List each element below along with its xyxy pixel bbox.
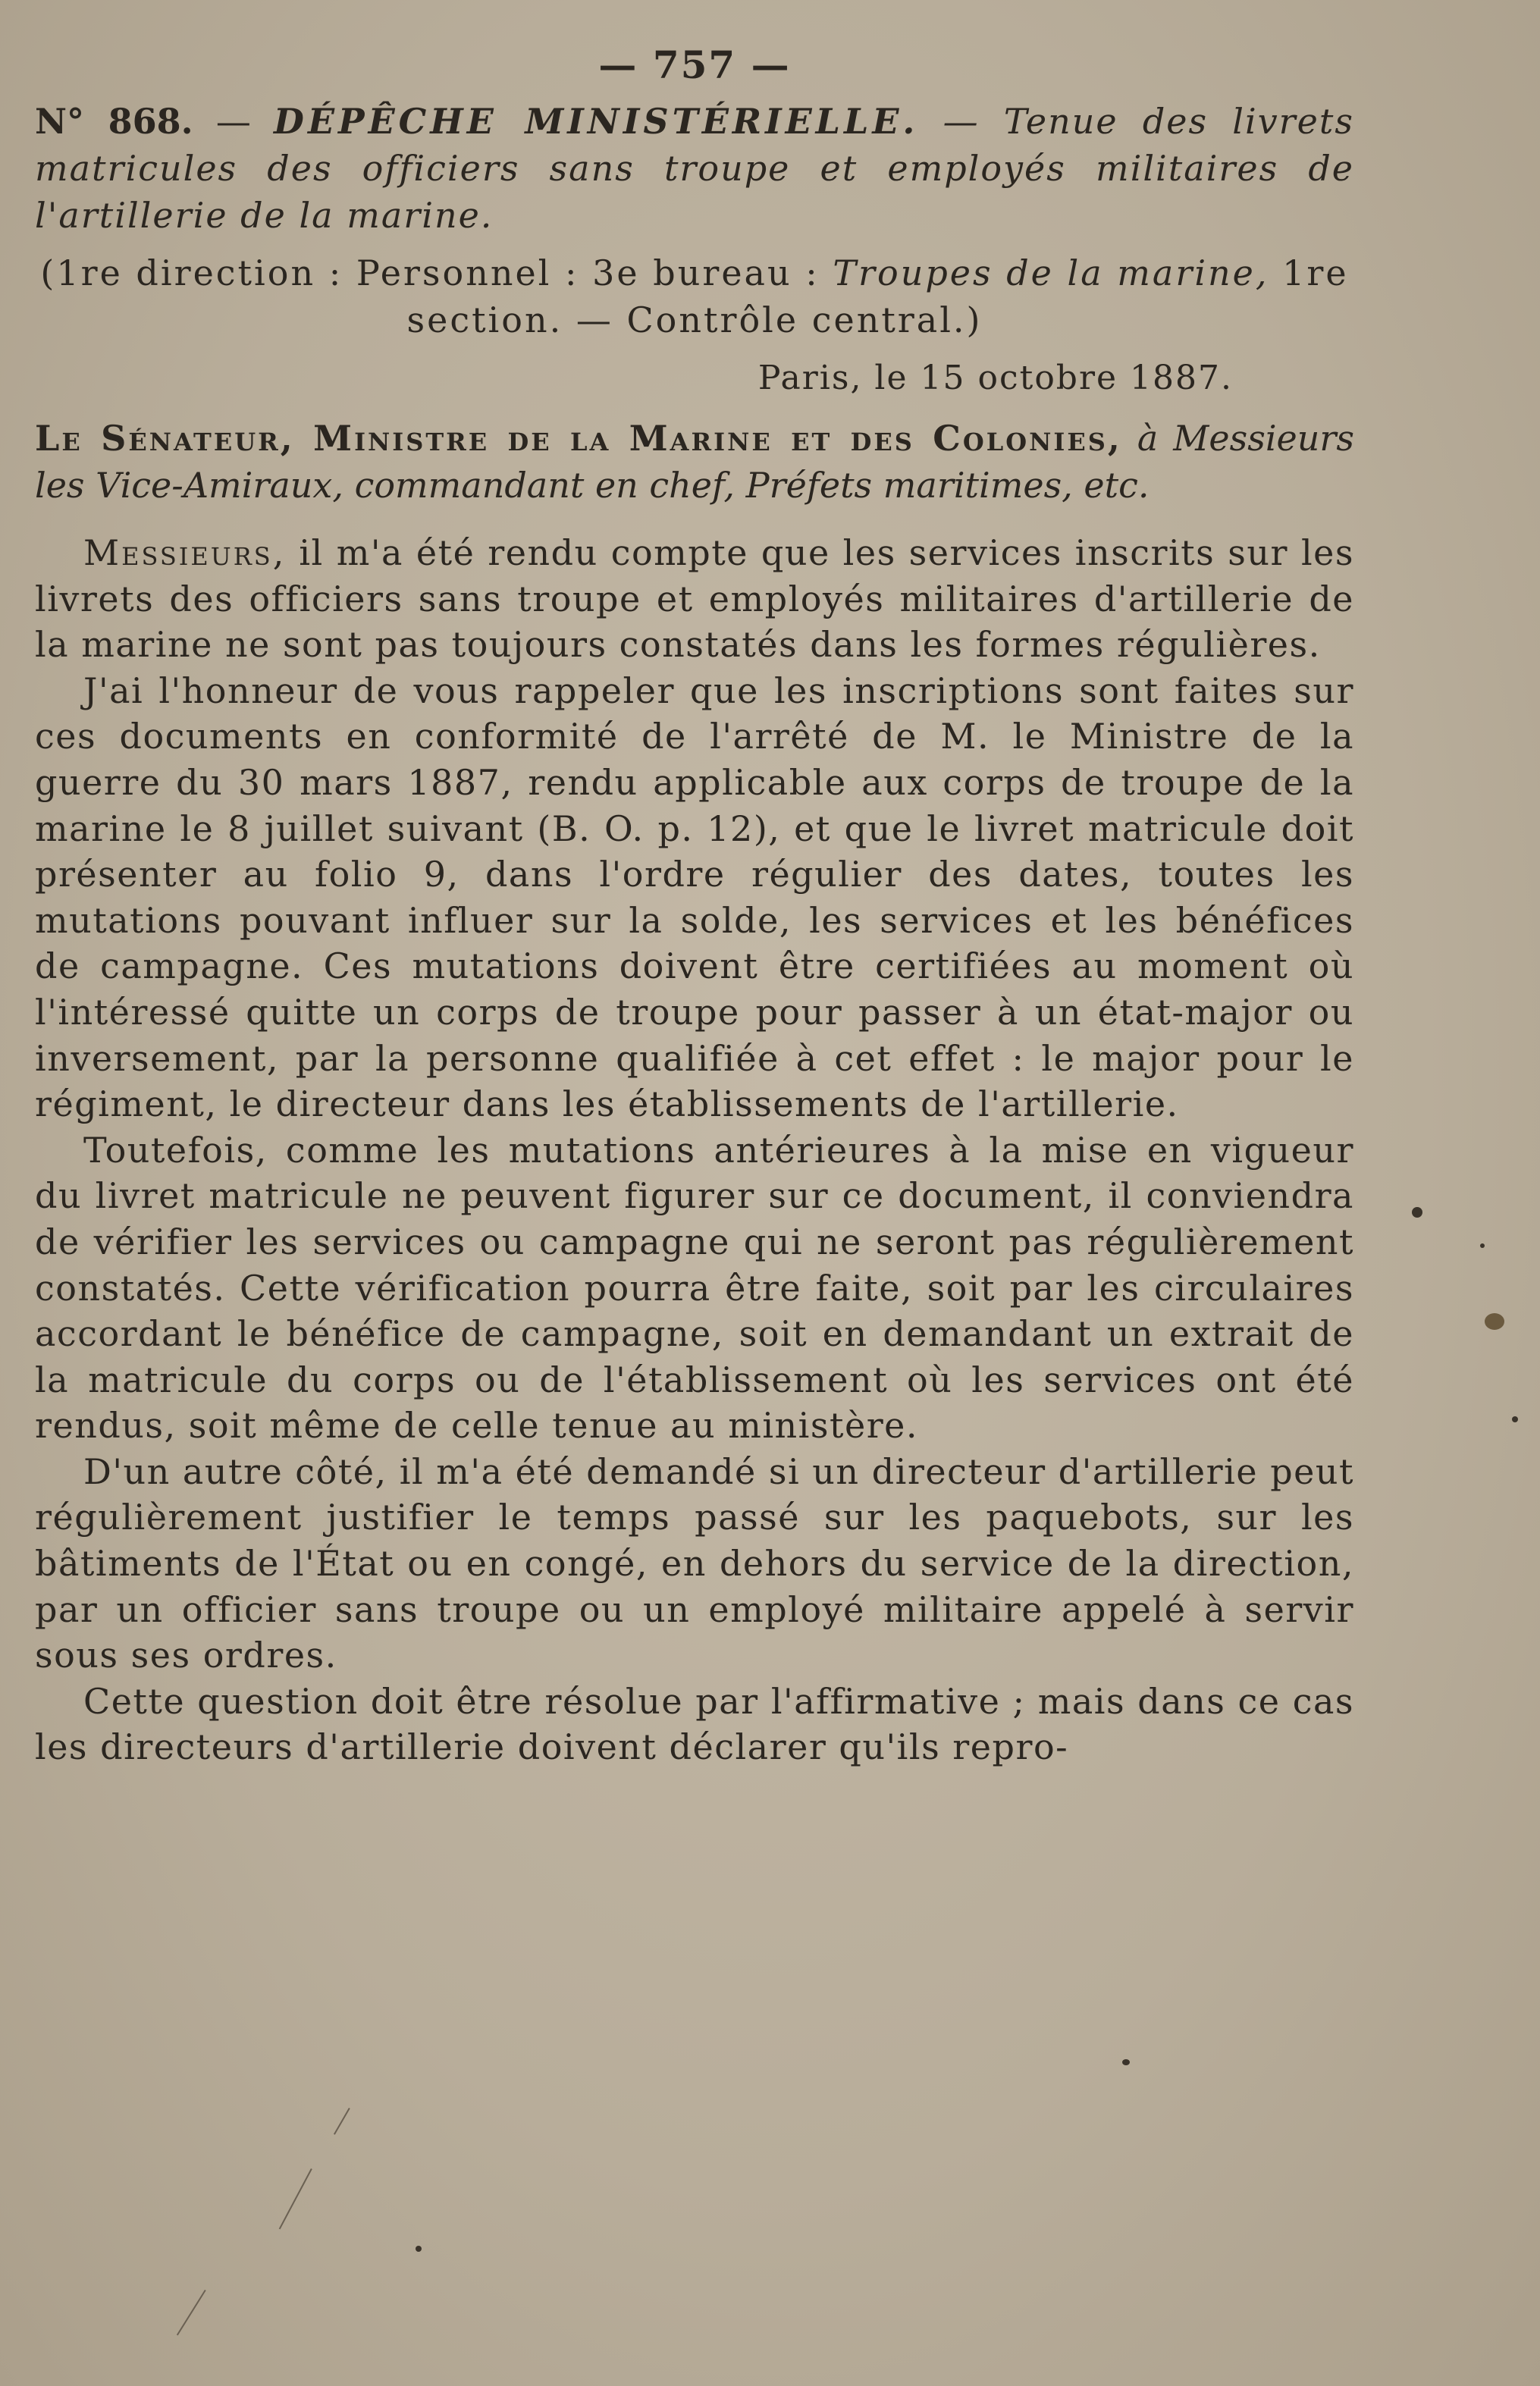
address-line — [35, 415, 1354, 509]
paragraph-4: D'un autre côté, il m'a été demandé si un directeur d'artillerie peut régulièrement justifier le temps passé sur les paquebots, sur les bâtiments de l'État ou en congé, en dehors du service de la direction, par un officier sans troupe ou un employé militaire appelé à servir sous ses ordres. — [35, 1450, 1354, 1676]
paragraph-1-text: il m'a été rendu compte que les services inscrits sur les livrets des officiers sans troupe et employés militaires d'artillerie de la marine ne sont pas toujours constatés dans les formes régulières. — [35, 532, 1354, 666]
paragraph-1 — [35, 530, 1354, 668]
ink-speck — [1485, 1313, 1504, 1330]
sender: Le Sénateur, Ministre de la Marine et des Colonies, — [35, 418, 1122, 459]
ink-speck — [1512, 1416, 1518, 1422]
ink-speck — [1480, 1243, 1485, 1248]
document-number: N° 868. — [35, 101, 193, 142]
dateline: Paris, le 15 octobre 1887. — [757, 359, 1233, 397]
document-page — [35, 42, 1354, 1770]
direction-part-2: Troupes de la marine, — [833, 252, 1269, 293]
paragraph-2: J'ai l'honneur de vous rappeler que les inscriptions sont faites sur ces documents en conformité de l'arrêté de M. le Ministre de la guerre du 30 mars 1887, rendu applicable aux corps de troupe de la marine le 8 juillet suivant (B. O. p. 12), et que le livret matricule doit présenter au folio 9, dans l'ordre régulier des dates, toutes les mutations pouvant influer sur la solde, les services et les bénéfices de campagne. Ces mutations doivent être certifiées au moment où l'intéressé quitte un corps de troupe pour passer à un état-major ou inversement, par la personne qualifiée à cet effet : le major pour le régiment, le directeur dans les établissements de l'artillerie. — [35, 669, 1354, 1125]
paragraph-5: Cette question doit être résolue par l'affirmative ; mais dans ce cas les directeurs d'artillerie doivent déclarer qu'ils repro- — [35, 1680, 1354, 1768]
recipient: à Messieurs les Vice-Amiraux, commandant en chef, Préfets maritimes, etc. — [35, 418, 1354, 506]
salutation: Messieurs, — [83, 532, 287, 573]
letter-body — [35, 530, 1354, 1770]
direction-part-1: (1re direction : Personnel : 3e bureau : — [40, 252, 833, 293]
direction-line — [35, 249, 1354, 343]
ink-speck — [1122, 2059, 1130, 2065]
document-subject: — Tenue des livrets matricules des officiers sans troupe et employés militaires de l'artillerie de la marine. — [35, 101, 1354, 236]
page-number: — 757 — — [598, 42, 791, 87]
heading-dash: — — [193, 101, 274, 142]
document-heading — [35, 98, 1354, 239]
direction-part-3: 1re section. — Contrôle central.) — [406, 252, 1349, 340]
ink-speck — [1412, 1207, 1422, 1218]
paragraph-3: Toutefois, comme les mutations antérieures à la mise en vigueur du livret matricule ne peuvent figurer sur ce document, il conviendra de vérifier les services ou campagne qui ne seront pas régulièrement constatés. Cette vérification pourra être faite, soit par les circulaires accordant le bénéfice de campagne, soit en demandant un extrait de la matricule du corps ou de l'établissement où les services ont été rendus, soit même de celle tenue au ministère. — [35, 1129, 1354, 1447]
ink-speck — [416, 2246, 422, 2252]
document-title: DÉPÊCHE MINISTÉRIELLE. — [274, 101, 919, 142]
